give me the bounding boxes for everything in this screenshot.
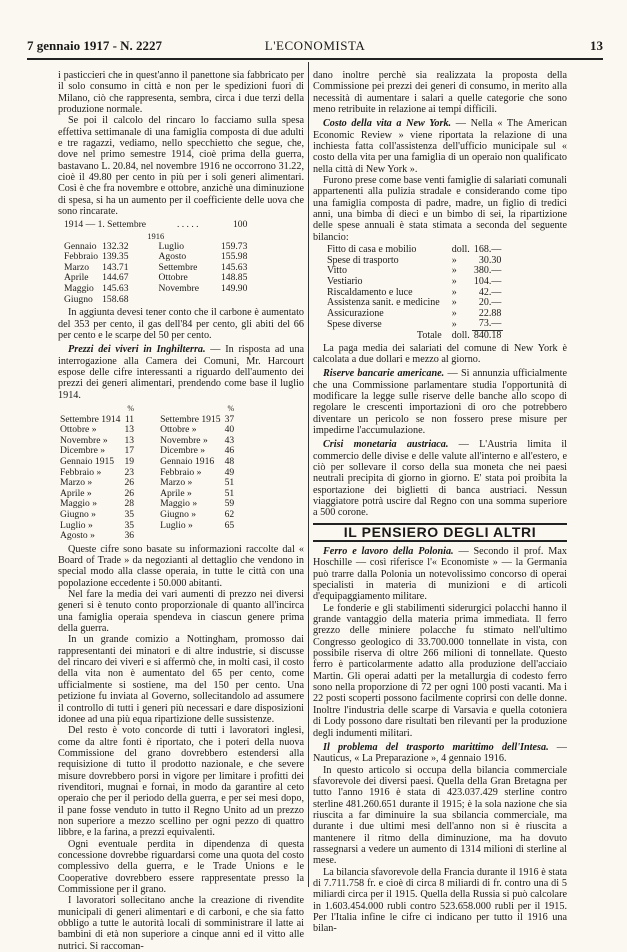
index-value — [219, 295, 249, 306]
month-label: Dicembre » — [160, 445, 206, 457]
table-row — [62, 220, 249, 231]
table-row — [58, 404, 236, 415]
percent-value: 43 — [224, 434, 235, 446]
section-heading: Prezzi dei viveri in Inghilterra. — [68, 344, 206, 356]
month-label: Ottobre — [158, 272, 188, 284]
index-base-value: 100 — [233, 219, 248, 231]
percent-value: 17 — [124, 445, 135, 457]
section-cost-of-living-ny — [313, 118, 567, 175]
index-value: 159.73 — [221, 240, 248, 252]
budget-value: 73.— — [478, 318, 502, 330]
index-table — [62, 220, 249, 305]
paragraph: i pasticcieri che in quest'anno il panettone sia fabbricato per il solo consumo in città e non per le spedizioni fuori di Milano, ciò che rappresenta, sembra, circa i due terzi della produzione normale. — [58, 70, 304, 116]
paragraph: Queste cifre sono basate su informazioni raccolte dal « Board of Trade » da negozianti al dettaglio che vendono in special modo alla classe operaia, in tutte le città con una popolazione eccedente i 50.000 abitanti. — [58, 543, 304, 589]
paragraph: Nel fare la media dei vari aumenti di prezzo nei diversi generi si è tenuto conto proporzionale di quanto all'incirca una famiglia operaia spendeva in ciascun genere prima della guerra. — [58, 589, 304, 635]
percent-value: 65 — [224, 519, 235, 531]
section-heading: Costo della vita a New York. — [323, 118, 452, 130]
budget-item: Assicurazione — [327, 307, 384, 319]
paragraph: La bilancia sfavorevole della Francia durante il 1916 è stata di 7.711.758 fr. e cioè di circa 8 miliardi di fr. contro una di 5 miliardi circa per il 1915. Quella della Russia si può calcolare in 1.603.454.000 rubli contro 523.658.000 rubli per il 1915. Per l'Italia infine le cifre ci indicano per tutto il 1916 una bilan- — [313, 866, 567, 935]
budget-value: 380.— — [473, 265, 502, 277]
budget-unit: » — [451, 318, 457, 330]
budget-unit: » — [451, 286, 457, 298]
budget-row — [325, 277, 503, 288]
budget-unit: » — [451, 275, 457, 287]
paragraph: In aggiunta devesi tener conto che il carbone è aumentato del 353 per cento, il gas dell'84 per cento, gli abiti del 66 per cento e le scarpe del 50 per cento. — [58, 307, 304, 341]
month-label: Novembre — [158, 283, 199, 295]
budget-value: 22.88 — [478, 307, 502, 319]
percent-value: 40 — [224, 424, 235, 436]
budget-value: 30.30 — [478, 254, 502, 266]
month-label: Aprile — [64, 272, 89, 284]
budget-item: Vitto — [327, 265, 347, 277]
budget-unit: » — [451, 265, 457, 277]
budget-item: Fitto di casa e mobilio — [327, 244, 417, 256]
month-label: Luglio » — [60, 519, 93, 531]
header-rule — [27, 58, 603, 60]
budget-item: Spese diverse — [327, 318, 382, 330]
month-label: Luglio — [158, 240, 185, 252]
index-value: 148.85 — [221, 272, 248, 284]
month-label: Giugno » — [160, 508, 197, 520]
paragraph: dano inoltre perchè sia realizzata la proposta della Commissione pei prezzi dei generi di consumo, in merito alla necessità di aumentare i salari a quelle categorie che sono meno retribuite in relazione ai tempi difficili. — [313, 70, 567, 116]
section-maritime-transport — [313, 742, 567, 765]
column-divider — [308, 62, 309, 887]
section-austrian-crisis — [313, 439, 567, 518]
paragraph: Furono prese come base venti famiglie di salariati comunali appartenenti alla pulizia stradale e considerando come tipo una famiglia composta di padre, madre, un figlio di tredici anni, una bimba di dieci e un bimbo di sei, la ripartizione delle spese annuali è stata stimata a seconda del seguente bilancio: — [313, 175, 567, 243]
index-value: 145.63 — [102, 283, 129, 295]
index-value: 139.35 — [102, 251, 129, 263]
paragraph: In un grande comizio a Nottingham, promosso dai rappresentanti dei minatori e di altre industrie, si discusse del rincaro dei viveri e si affermò che, in molti casi, il costo della vita non è aumentato del 65 per cento, come ufficialmente si sostiene, ma del 150 per cento. Una petizione fu inviata al Governo, sollecitandolo ad assumere il controllo di tutti i generi più necessari e dare disposizioni idonee ad una più equa ripartizione delle sussistenze. — [58, 634, 304, 725]
index-base-label: 1914 — 1. Settembre — [64, 219, 147, 231]
month-label: Giugno — [64, 293, 93, 305]
month-label — [158, 531, 222, 542]
pct-sign: % — [127, 403, 135, 413]
month-label — [157, 295, 202, 306]
percent-value: 26 — [124, 477, 135, 489]
index-value: 143.71 — [102, 261, 129, 273]
section-heading: Il problema del trasporto marittimo dell'Intesa. — [323, 741, 549, 753]
month-label: Agosto » — [60, 530, 95, 542]
month-label: Maggio » — [160, 498, 198, 510]
section-text: — Si annunzia ufficialmente che una Commissione parlamentare studia l'opportunità di modificare la legge sulle riserve delle banche allo scopo di regolare le crescenti importazioni di oro che potrebbero diventare un pericolo se non fossero prese misure per impedirne l'accumulazione. — [313, 368, 567, 436]
index-value: 132.32 — [102, 240, 129, 252]
paragraph: Del resto è voto concorde di tutti i lavoratori inglesi, come da altre fonti è riportato, che i poteri della nuova Commissione del grano dovrebbero estendersi alla requisizione di tutto il prodotto nazionale, e che severe misure dovrebbero porsi in vigore per limitare i profitti dei rivenditori, mugnai e fornai, in modo da garantire al ceto operaio che per il periodo della guerra, e per sei mesi dopo, il pane fosse venduto in tutto il Regno Unito ad un prezzo non superiore a mezzo scellino per ogni pezzo di quattro libbre, e la farina, a prezzi equivalenti. — [58, 725, 304, 839]
journal-title: L'ECONOMISTA — [264, 38, 366, 53]
table-row — [58, 457, 236, 468]
section-text: — Nauticus, « La Preparazione », 4 gennaio 1916. — [313, 741, 567, 765]
percent-value: 13 — [124, 424, 135, 436]
paragraph: In questo articolo si occupa della bilancia commerciale sfavorevole dei diversi paesi. Quella della Gran Bretagna per tutto l'anno 1916 è stata di 423.037.429 sterline contro sterline 481.260.651 durante il 1915; è la sola nazione che sia riuscita a far diminuire la sua sbilancia commerciale, ma durante i due ultimi mesi dell'anno non si è riuscita a mantenere il ritmo della diminuzione, ma ha dovuto rassegnarsi a vedere un aumento di 1314 milioni di sterline al mese. — [313, 764, 567, 867]
percent-value: 51 — [224, 477, 235, 489]
right-column — [313, 70, 567, 935]
budget-item: Vestiario — [327, 275, 363, 287]
paragraph: La paga media dei salariati del comune di New York è calcolata a due dollari e mezzo al giorno. — [313, 342, 567, 365]
index-dots: . . . . . — [176, 219, 199, 231]
section-poland-iron — [313, 546, 567, 603]
section-us-bank-reserves — [313, 368, 567, 436]
issue-date: 7 gennaio 1917 - N. 2227 — [27, 38, 163, 53]
budget-value: 42.— — [478, 286, 502, 298]
percent-value: 46 — [224, 445, 235, 457]
percent-table — [58, 404, 236, 542]
percent-value: 62 — [224, 508, 235, 520]
table-row — [58, 531, 236, 542]
month-label: Febbraio » — [160, 466, 202, 478]
percent-value — [223, 531, 237, 542]
paragraph: I lavoratori sollecitano anche la creazione di rivendite municipali di generi alimentari e di carboni, e che sia fatto obbligo a tutte le autorità locali di somministrare il latte ai bambini di età non superiore a cinque anni ed il vitto alle nutrici. Si raccoman- — [58, 895, 304, 952]
percent-value: 36 — [124, 530, 135, 542]
budget-unit: » — [451, 297, 457, 309]
budget-table — [325, 245, 503, 341]
month-label: Maggio » — [60, 498, 98, 510]
month-label: Ottobre » — [160, 424, 197, 436]
month-label: Maggio — [64, 283, 94, 295]
budget-item: Spese di trasporto — [327, 254, 399, 266]
percent-value: 37 — [224, 413, 235, 425]
month-label: Marzo » — [160, 477, 193, 489]
index-value: 158.68 — [102, 293, 129, 305]
table-row — [58, 510, 236, 521]
month-label: Marzo — [64, 261, 90, 273]
percent-value: 35 — [124, 508, 135, 520]
month-label: Gennaio 1915 — [60, 455, 115, 467]
percent-value: 48 — [224, 455, 235, 467]
month-label: Settembre 1915 — [160, 413, 221, 425]
percent-value: 35 — [124, 519, 135, 531]
percent-value: 59 — [224, 498, 235, 510]
budget-item: Riscaldamento e luce — [327, 286, 413, 298]
section-text: — Nella « The American Economic Review » viene riportata la relazione di una inchiesta fatta coll'assistenza dell'ufficio municipale sul « costo della vita per una famiglia di un operaio non qualificato nella città di New York ». — [313, 118, 567, 175]
total-unit: doll. — [451, 329, 470, 341]
month-label: Agosto — [158, 251, 187, 263]
paragraph: Se poi il calcolo del rincaro lo facciamo sulla spesa effettiva settimanale di una famiglia composta di due adulti e tre ragazzi, vediamo, nello specchietto che segue, che, dove nel primo semestre 1914, cioè prima della guerra, bastavano L. 20.84, nel novembre 1916 ne occorrono 31.22, cioè il 49.80 per cento in più per i soli generi alimentari. Così è che fra novembre e ottobre, anzichè una diminuzione di spesa, si ha un aumento per il coefficiente delle uova che sono rincarate. — [58, 115, 304, 218]
percent-value: 19 — [124, 455, 135, 467]
percent-value: 11 — [124, 413, 135, 425]
budget-unit: doll. — [451, 244, 470, 256]
month-label: Febbraio — [64, 251, 99, 263]
total-value: 840.18 — [473, 329, 502, 341]
percent-value: 51 — [224, 487, 235, 499]
section-heading: Crisi monetaria austriaca. — [323, 439, 449, 451]
paragraph: Ogni eventuale perdita in dipendenza di questa concessione dovrebbe riguardarsi come una quota del costo complessivo della guerra, e le Trade Unions e le Cooperative dovrebbero essere rappresentate presso la Commissione per il grano. — [58, 838, 304, 895]
index-value: 155.98 — [221, 251, 248, 263]
section-text: — L'Austria limita il commercio delle divise e delle valute all'interno e all'estero, e ciò per sollevare il corso della sua moneta che nei paesi neutrali precipita di giorno in giorno. E' stata poi proibita la esportazione dei biglietti di banca austriaci. Nessun viaggiatore potrà uscire dal Regno con una somma superiore a 500 corone. — [313, 439, 567, 519]
table-row — [62, 295, 249, 306]
percent-value: 26 — [124, 487, 135, 499]
budget-value: 168.— — [473, 244, 502, 256]
month-label: Aprile » — [160, 487, 192, 499]
section-text: — Secondo il prof. Max Hoschille — così riferisce l'« Economiste » — la Germania può trarre dalla Polonia un notevolissimo concorso di operai specialisti in materia di munizioni e di articoli d'equipaggiamento militare. — [313, 546, 567, 603]
left-column — [58, 70, 304, 952]
budget-item: Assistenza sanit. e medicine — [327, 297, 440, 309]
section-food-prices-england — [58, 344, 304, 401]
budget-unit: » — [451, 307, 457, 319]
section-banner: IL PENSIERO DEGLI ALTRI — [313, 523, 567, 542]
month-label: Settembre 1914 — [60, 413, 121, 425]
budget-value: 20.— — [478, 297, 502, 309]
pct-sign: % — [227, 403, 235, 413]
page-header — [27, 38, 603, 58]
month-label: Luglio » — [160, 519, 193, 531]
total-label: Totale — [416, 329, 442, 341]
month-label: Febbraio » — [60, 466, 102, 478]
budget-unit: » — [451, 254, 457, 266]
budget-row — [325, 319, 503, 330]
month-label: Marzo » — [60, 477, 93, 489]
month-label: Giugno » — [60, 508, 96, 520]
paragraph: Le fonderie e gli stabilimenti siderurgici polacchi hanno il grande vantaggio della materia prima immediata. Il ferro grezzo delle miniere polacche fu stimato nell'ultimo Congresso geologico di 33.700.000 tonnellate in vista, con possibile riserva di oltre 266 milioni di tonnellate. Questo ferro è particolarmente adatto alla produzione dell'acciaio Martin. Gli operai adatti per la metallurgia di codesto ferro sono nella proporzione di 72 per ogni 100 posti vacanti. Ma i 22 posti scoperti possono facilmente coprirsi con delle donne. Inoltre l'industria delle scarpe di Varsavia e quella cotoniera di Lody possono dare risultati ben rilevanti per la produzione degli indumenti militari. — [313, 602, 567, 739]
section-text: — In risposta ad una interrogazione alla Camera dei Comuni, Mr. Harcourt espose delle cifre interessanti a riguardo dell'aumento dei prezzi dei generi alimentari, prendendo come base il luglio 1914. — [58, 344, 304, 401]
percent-value: 13 — [124, 434, 135, 446]
index-year: 1916 — [147, 231, 165, 242]
month-label: Novembre » — [160, 434, 208, 446]
section-heading: Riserve bancarie americane. — [323, 368, 445, 380]
index-value: 145.63 — [221, 261, 248, 273]
budget-value: 104.— — [473, 275, 502, 287]
percent-value: 49 — [224, 466, 235, 478]
month-label: Gennaio — [64, 240, 97, 252]
month-label: Aprile » — [60, 487, 92, 499]
month-label: Novembre » — [60, 434, 108, 446]
budget-row — [325, 309, 503, 320]
month-label: Dicembre » — [60, 445, 106, 457]
budget-total-row — [325, 330, 503, 341]
percent-value: 28 — [124, 498, 135, 510]
page-number: 13 — [590, 38, 603, 53]
section-heading: Ferro e lavoro della Polonia. — [323, 546, 454, 557]
index-value: 144.67 — [102, 272, 129, 284]
month-label: Gennaio 1916 — [160, 455, 215, 467]
month-label: Settembre — [158, 261, 198, 273]
percent-value: 23 — [124, 466, 135, 478]
index-value: 149.90 — [221, 283, 248, 295]
month-label: Ottobre » — [60, 424, 97, 436]
